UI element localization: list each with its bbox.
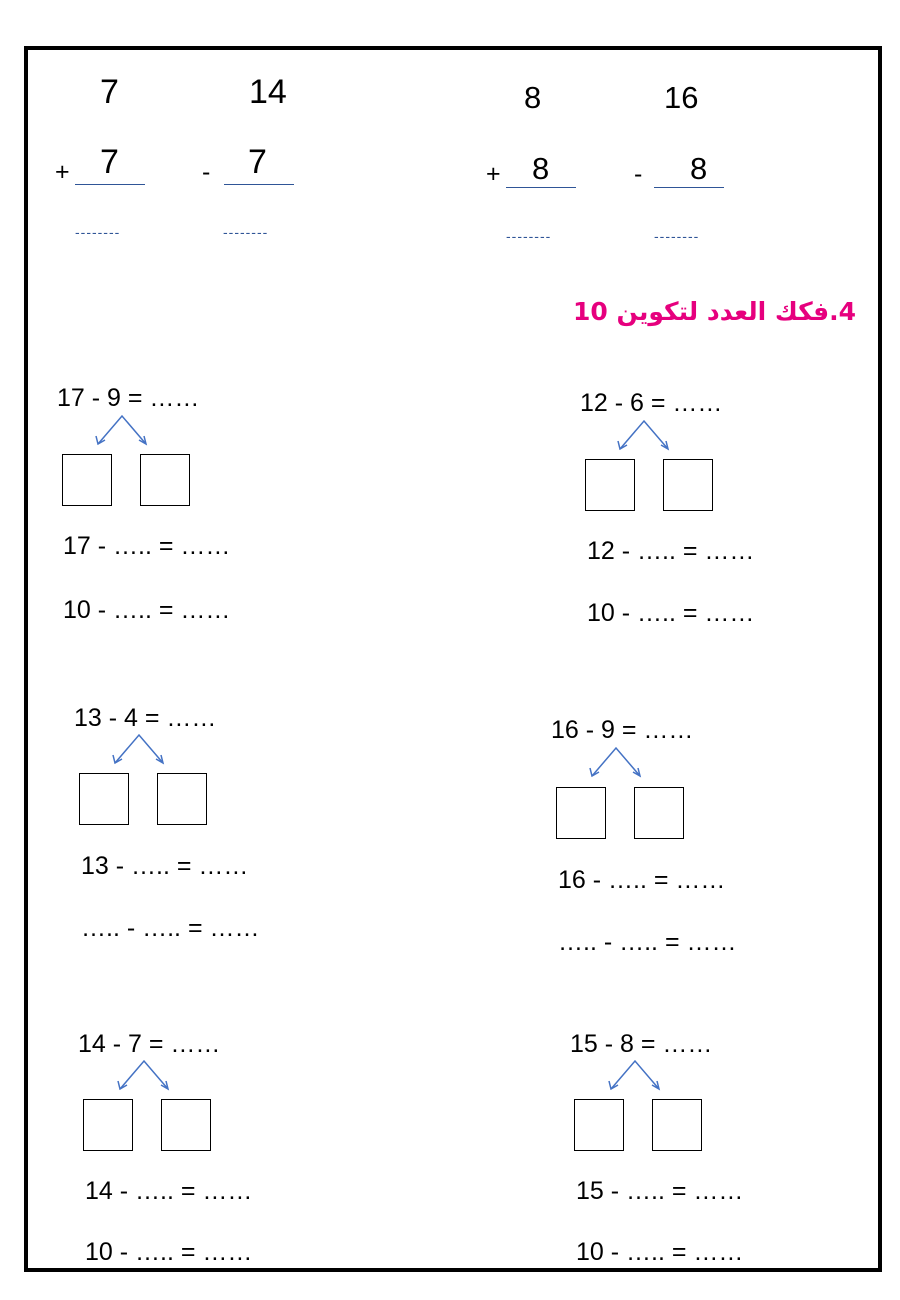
answer-underline (224, 184, 294, 185)
answer-blank[interactable]: -------- (75, 224, 121, 240)
split-box-right[interactable] (140, 454, 190, 506)
problem-bottom-number: 7 (248, 143, 267, 181)
split-arrows-icon (112, 1057, 182, 1097)
exercise-main-equation: 12 - 6 = …… (580, 389, 723, 417)
operator-sign: - (634, 160, 643, 188)
split-box-right[interactable] (652, 1099, 702, 1151)
exercise-step-1: 14 - ….. = …… (85, 1177, 253, 1205)
exercise-step-2: ….. - ….. = …… (558, 928, 737, 956)
split-box-left[interactable] (556, 787, 606, 839)
problem-top-number: 7 (100, 73, 119, 111)
answer-underline (506, 187, 576, 188)
problem-top-number: 8 (524, 80, 542, 115)
exercise-step-1: 15 - ….. = …… (576, 1177, 744, 1205)
problem-bottom-number: 7 (100, 143, 119, 181)
split-box-left[interactable] (62, 454, 112, 506)
split-box-right[interactable] (157, 773, 207, 825)
exercise-step-1: 13 - ….. = …… (81, 852, 249, 880)
answer-blank[interactable]: -------- (506, 228, 552, 244)
exercise-step-1: 12 - ….. = …… (587, 537, 755, 565)
exercise-step-1: 17 - ….. = …… (63, 532, 231, 560)
exercise-main-equation: 16 - 9 = …… (551, 716, 694, 744)
exercise-step-1: 16 - ….. = …… (558, 866, 726, 894)
problem-top-number: 14 (249, 73, 287, 111)
split-box-left[interactable] (83, 1099, 133, 1151)
split-arrows-icon (603, 1057, 673, 1097)
answer-underline (75, 184, 145, 185)
split-arrows-icon (584, 744, 654, 784)
split-arrows-icon (107, 731, 177, 771)
operator-sign: + (486, 160, 501, 188)
section-number: 4. (829, 297, 856, 326)
split-box-left[interactable] (574, 1099, 624, 1151)
problem-bottom-number: 8 (532, 151, 550, 186)
answer-underline (654, 187, 724, 188)
exercise-main-equation: 14 - 7 = …… (78, 1030, 221, 1058)
exercise-step-2: ….. - ….. = …… (81, 914, 260, 942)
problem-top-number: 16 (664, 80, 699, 115)
exercise-step-2: 10 - ….. = …… (576, 1238, 744, 1266)
exercise-main-equation: 15 - 8 = …… (570, 1030, 713, 1058)
split-box-right[interactable] (161, 1099, 211, 1151)
section-title (573, 297, 856, 326)
split-arrows-icon (90, 412, 160, 452)
exercise-step-2: 10 - ….. = …… (85, 1238, 253, 1266)
exercise-step-2: 10 - ….. = …… (63, 596, 231, 624)
split-box-right[interactable] (634, 787, 684, 839)
exercise-step-2: 10 - ….. = …… (587, 599, 755, 627)
answer-blank[interactable]: -------- (223, 224, 269, 240)
section-title-text: فكك العدد لتكوين 10 (572, 297, 830, 326)
split-box-left[interactable] (585, 459, 635, 511)
split-arrows-icon (612, 417, 682, 457)
answer-blank[interactable]: -------- (654, 228, 700, 244)
operator-sign: - (202, 158, 211, 186)
split-box-right[interactable] (663, 459, 713, 511)
exercise-main-equation: 13 - 4 = …… (74, 704, 217, 732)
exercise-main-equation: 17 - 9 = …… (57, 384, 200, 412)
operator-sign: + (55, 158, 70, 186)
problem-bottom-number: 8 (690, 151, 708, 186)
split-box-left[interactable] (79, 773, 129, 825)
